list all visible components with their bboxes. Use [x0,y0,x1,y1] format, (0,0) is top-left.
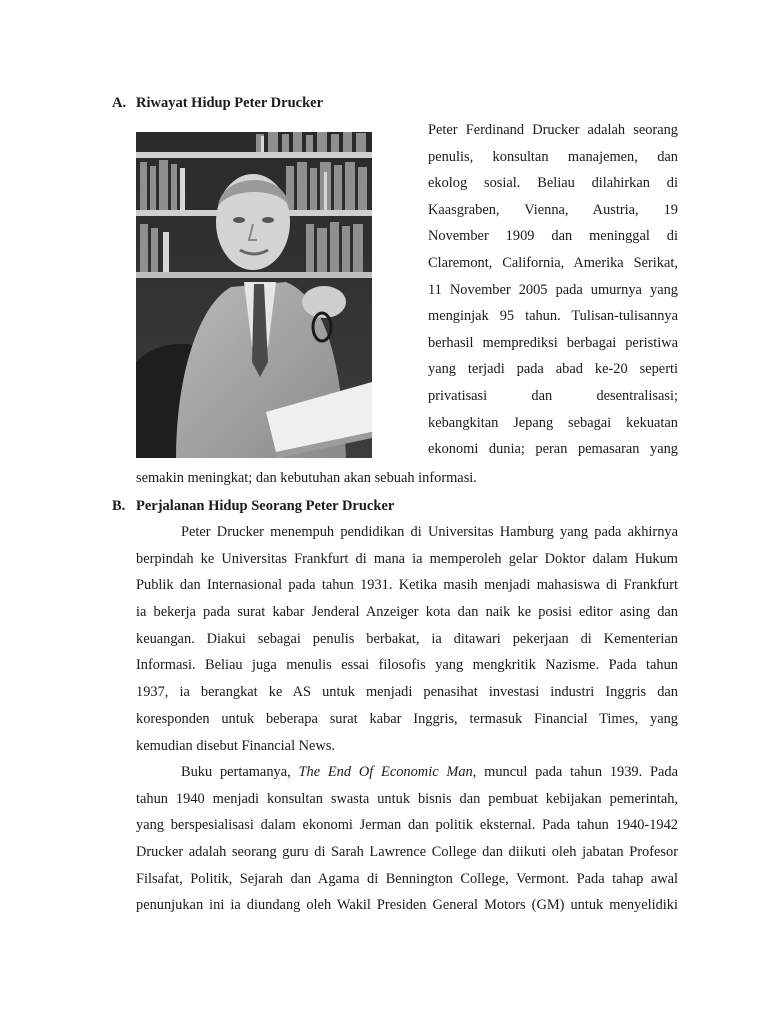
bio-line: November 1909 dan meninggal di [428,228,678,245]
book-title: The End Of Economic Man [298,764,473,780]
section-a-title: Riwayat Hidup Peter Drucker [136,95,323,111]
section-b-title: Perjalanan Hidup Seorang Peter Drucker [136,498,395,514]
paragraph-line: Drucker adalah seorang guru di Sarah Lawrence College dan diikuti oleh jabatan Profesor [136,844,678,861]
paragraph-line: penunjukan ini ia diundang oleh Wakil Presiden General Motors (GM) untuk menyelidiki [136,897,678,914]
paragraph-line: keuangan. Diakui sebagai penulis berbakat, ia ditawari pekerjaan di Kementerian [136,630,678,647]
paragraph-line: ia bekerja pada surat kabar Jenderal Anzeiger kota dan naik ke posisi editor asing dan [136,604,678,621]
paragraph-text: , muncul pada tahun 1939. Pada [472,764,678,780]
bio-continuation: semakin meningkat; dan kebutuhan akan sebuah informasi. [136,470,477,486]
bio-line: ekolog sosial. Beliau dilahirkan di [428,175,678,192]
bio-line: penulis, konsultan manajemen, dan [428,148,678,165]
bio-text [428,117,678,463]
bio-line: yang terjadi pada abad ke-20 seperti [428,361,678,378]
bio-line: menginjak 95 tahun. Tulisan-tulisannya [428,308,678,325]
paragraph-line [136,759,678,786]
bio-line: privatisasi dan desentralisasi; [428,387,678,404]
section-a-heading [112,93,323,113]
bio-line: kebangkitan Jepang sebagai kekuatan [428,414,678,431]
section-b-letter: B. [112,498,126,514]
section-a-letter: A. [112,95,127,111]
paragraph-line: tahun 1940 menjadi konsultan swasta untuk bisnis dan pembuat kebijakan pemerintah, [136,790,678,807]
paragraph-line: Informasi. Beliau juga menulis essai filosofis yang mengkritik Nazisme. Pada tahun [136,657,678,674]
paragraph-1 [136,519,678,759]
paragraph-line: 1937, ia berangkat ke AS untuk menjadi penasihat investasi industri Inggris dan [136,684,678,701]
paragraph-line: berpindah ke Universitas Frankfurt di mana ia memperoleh gelar Doktor dalam Hukum [136,550,678,567]
paragraph-text: Buku pertamanya, [181,764,299,780]
paragraph-line: koresponden untuk beberapa surat kabar Inggris, termasuk Financial Times, yang [136,710,678,727]
paragraph-line: Peter Drucker menempuh pendidikan di Universitas Hamburg yang pada akhirnya [181,524,678,540]
bio-line: 11 November 2005 pada umurnya yang [428,281,678,298]
paragraph-line: kemudian disebut Financial News. [136,737,336,754]
bio-line: Kaasgraben, Vienna, Austria, 19 [428,201,678,218]
bio-line: berhasil memprediksi berbagai peristiwa [428,334,678,351]
paragraph-line: Filsafat, Politik, Sejarah dan Agama di Bennington College, Vermont. Pada tahap awal [136,870,678,887]
portrait-illustration [136,132,372,458]
bio-line: Claremont, California, Amerika Serikat, [428,254,678,271]
bio-line: ekonomi dunia; peran pemasaran yang [428,441,678,458]
paragraph-line: Publik dan Internasional pada tahun 1931. Ketika masih menjadi mahasiswa di Frankfurt [136,577,678,594]
portrait-photo [136,132,372,458]
section-b-heading [112,496,394,516]
paragraph-2 [136,759,678,919]
paragraph-line: yang berspesialisasi dalam ekonomi Jerman dan politik eksternal. Pada tahun 1940-1942 [136,817,678,834]
bio-line: Peter Ferdinand Drucker adalah seorang [428,122,678,138]
